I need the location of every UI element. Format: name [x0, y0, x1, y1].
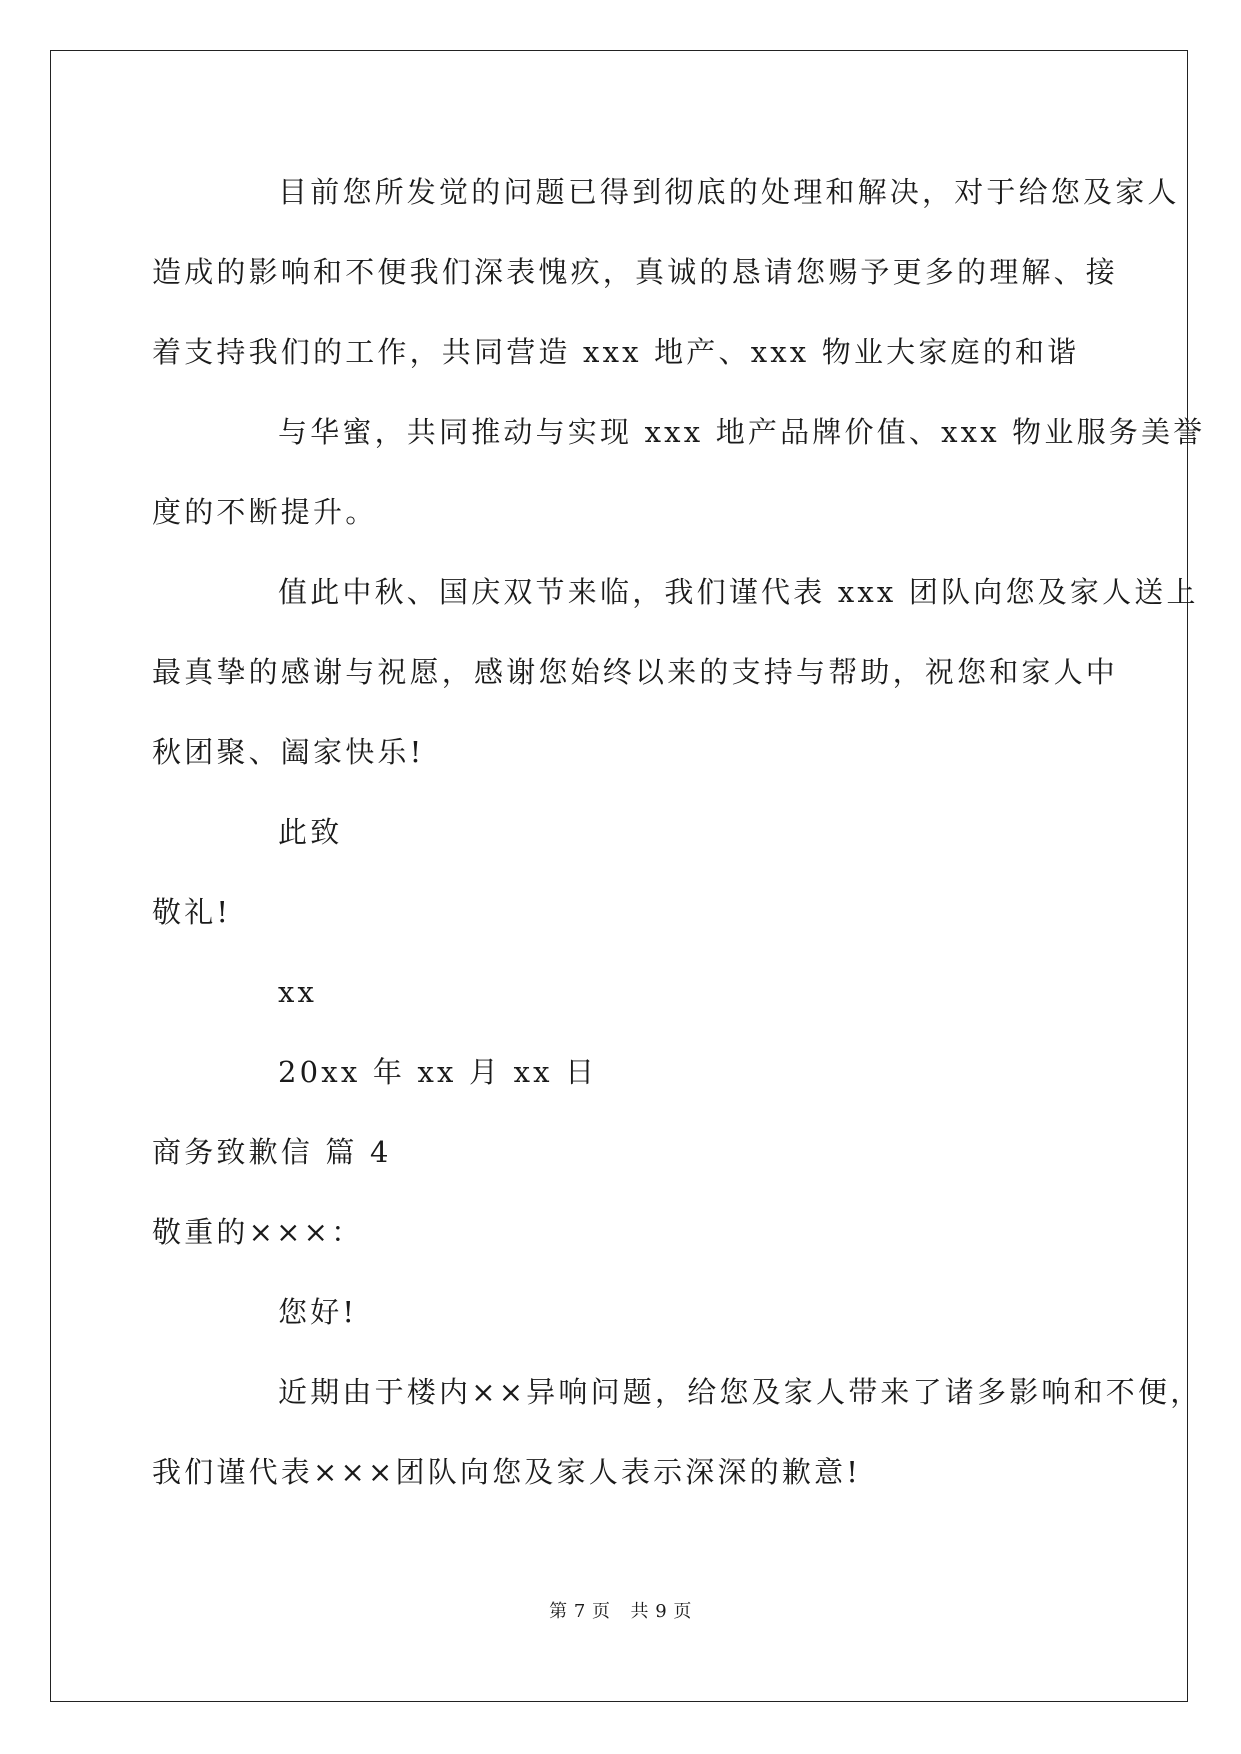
- paragraph-line: 最真挚的感谢与祝愿，感谢您始终以来的支持与帮助，祝您和家人中: [152, 655, 1119, 689]
- document-body: [152, 168, 1206, 1528]
- paragraph-line: 值此中秋、国庆双节来临，我们谨代表 xxx 团队向您及家人送上: [278, 575, 1199, 609]
- letter-hello: 您好!: [278, 1295, 358, 1329]
- page-footer: [0, 1597, 1241, 1623]
- paragraph-line: 目前您所发觉的问题已得到彻底的处理和解决，对于给您及家人: [278, 175, 1180, 209]
- page-number-current: 第 7 页: [549, 1601, 611, 1622]
- closing-salutation: 此致: [278, 815, 343, 849]
- paragraph-line: 秋团聚、阖家快乐!: [152, 735, 425, 769]
- signature-name: xx: [278, 975, 318, 1009]
- signature-date: 20xx 年 xx 月 xx 日: [278, 1055, 598, 1089]
- page-number-total: 共 9 页: [630, 1601, 692, 1622]
- closing-regards: 敬礼!: [152, 895, 232, 929]
- paragraph-line: 着支持我们的工作，共同营造 xxx 地产、xxx 物业大家庭的和谐: [152, 335, 1080, 369]
- paragraph-line: 我们谨代表×××团队向您及家人表示深深的歉意!: [152, 1455, 862, 1489]
- paragraph-line: 造成的影响和不便我们深表愧疚，真诚的恳请您赐予更多的理解、接: [152, 255, 1119, 289]
- paragraph-line: 近期由于楼内××异响问题，给您及家人带来了诸多影响和不便，: [278, 1375, 1203, 1409]
- paragraph-line: 与华蜜，共同推动与实现 xxx 地产品牌价值、xxx 物业服务美誉: [278, 415, 1206, 449]
- paragraph-line: 度的不断提升。: [152, 495, 378, 529]
- letter-greeting: 敬重的×××：: [152, 1215, 364, 1249]
- section-title: 商务致歉信 篇 4: [152, 1135, 392, 1169]
